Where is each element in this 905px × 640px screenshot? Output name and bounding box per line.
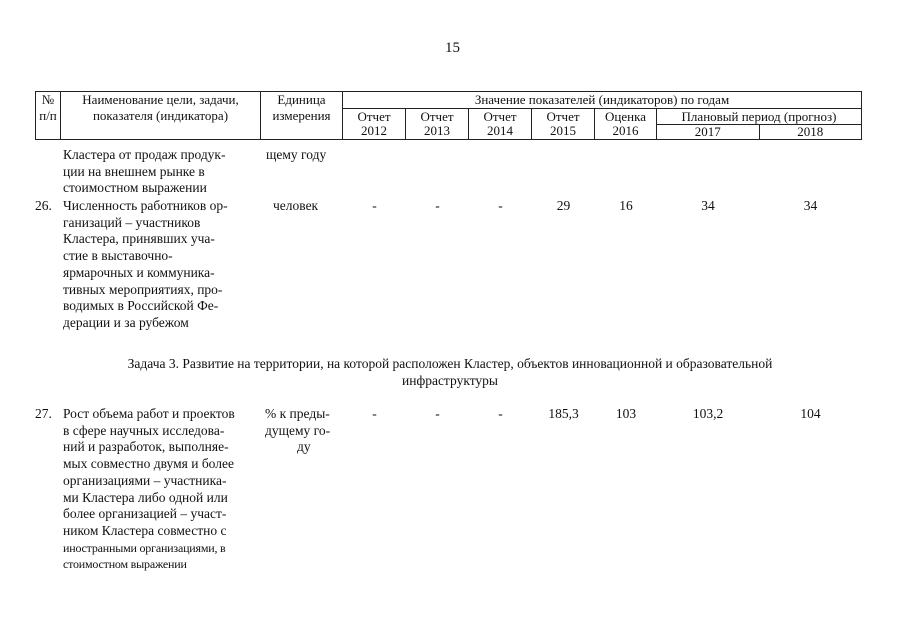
- row-27-num: 27.: [35, 406, 52, 421]
- row-27-unit: % к преды- дущему го- ду: [265, 406, 331, 455]
- row-26-value-2017: 34: [701, 198, 715, 213]
- row-27-value-2012: -: [372, 406, 377, 421]
- row-26-name: Численность работников ор- ганизаций – участников Кластера, принявших уча- стие в выставочно- ярмарочных и коммуника- тивных мероприятиях, про- водимых в Российской Фе- дерации и за рубежом: [63, 198, 228, 330]
- header-year-2014: Отчет 2014: [469, 109, 532, 140]
- header-plan-period: Плановый период (прогноз) 2017 2018: [657, 109, 862, 140]
- header-year-2012: Отчет 2012: [343, 109, 406, 140]
- row-26-value-2016: 16: [619, 198, 633, 213]
- header-year-2013: Отчет 2013: [406, 109, 469, 140]
- header-unit: Единица измерения: [261, 92, 343, 140]
- row-27-name: Рост объема работ и проектов в сфере научных исследова- ний и разработок, выполняе- мых совместно двумя и более организациями – участника- ми Кластера либо одной или более организацией – участ- ником Кластера совместно с иностранными организациями, в стоимостном выражении: [63, 406, 235, 572]
- page-number: 15: [445, 40, 460, 56]
- row-26-value-2018: 34: [803, 198, 818, 213]
- task-heading: Задача 3. Развитие на территории, на которой расположен Кластер, объектов инновационной и образовательной инфраструктуры: [127, 356, 773, 388]
- row-26-value-2015: 29: [556, 198, 571, 213]
- header-year-2017: 2017: [657, 125, 760, 139]
- continued-name: Кластера от продаж продук- ции на внешнем рынке в стоимостном выражении: [63, 147, 226, 196]
- row-27-value-2016: 103: [615, 406, 637, 421]
- header-num: № п/п: [36, 92, 61, 140]
- row-26-value-2012: -: [372, 198, 377, 213]
- header-year-2016: Оценка 2016: [595, 109, 657, 140]
- header-values: Значение показателей (индикаторов) по годам: [343, 92, 862, 109]
- header-name: Наименование цели, задачи, показателя (индикатора): [61, 92, 261, 140]
- header-year-2018: 2018: [797, 124, 824, 139]
- table-header: [35, 91, 862, 140]
- row-26-value-2014: -: [498, 198, 503, 213]
- row-26-num: 26.: [35, 198, 52, 213]
- row-26-value-2013: -: [435, 198, 440, 213]
- row-27-value-2015: 185,3: [548, 406, 579, 421]
- row-27-value-2018: 104: [800, 406, 821, 421]
- row-26-unit: человек: [273, 198, 319, 213]
- header-year-2015: Отчет 2015: [532, 109, 595, 140]
- continued-unit: щему году: [266, 147, 327, 162]
- row-27-value-2014: -: [498, 406, 503, 421]
- row-27-value-2013: -: [435, 406, 440, 421]
- row-27-value-2017: 103,2: [692, 406, 724, 421]
